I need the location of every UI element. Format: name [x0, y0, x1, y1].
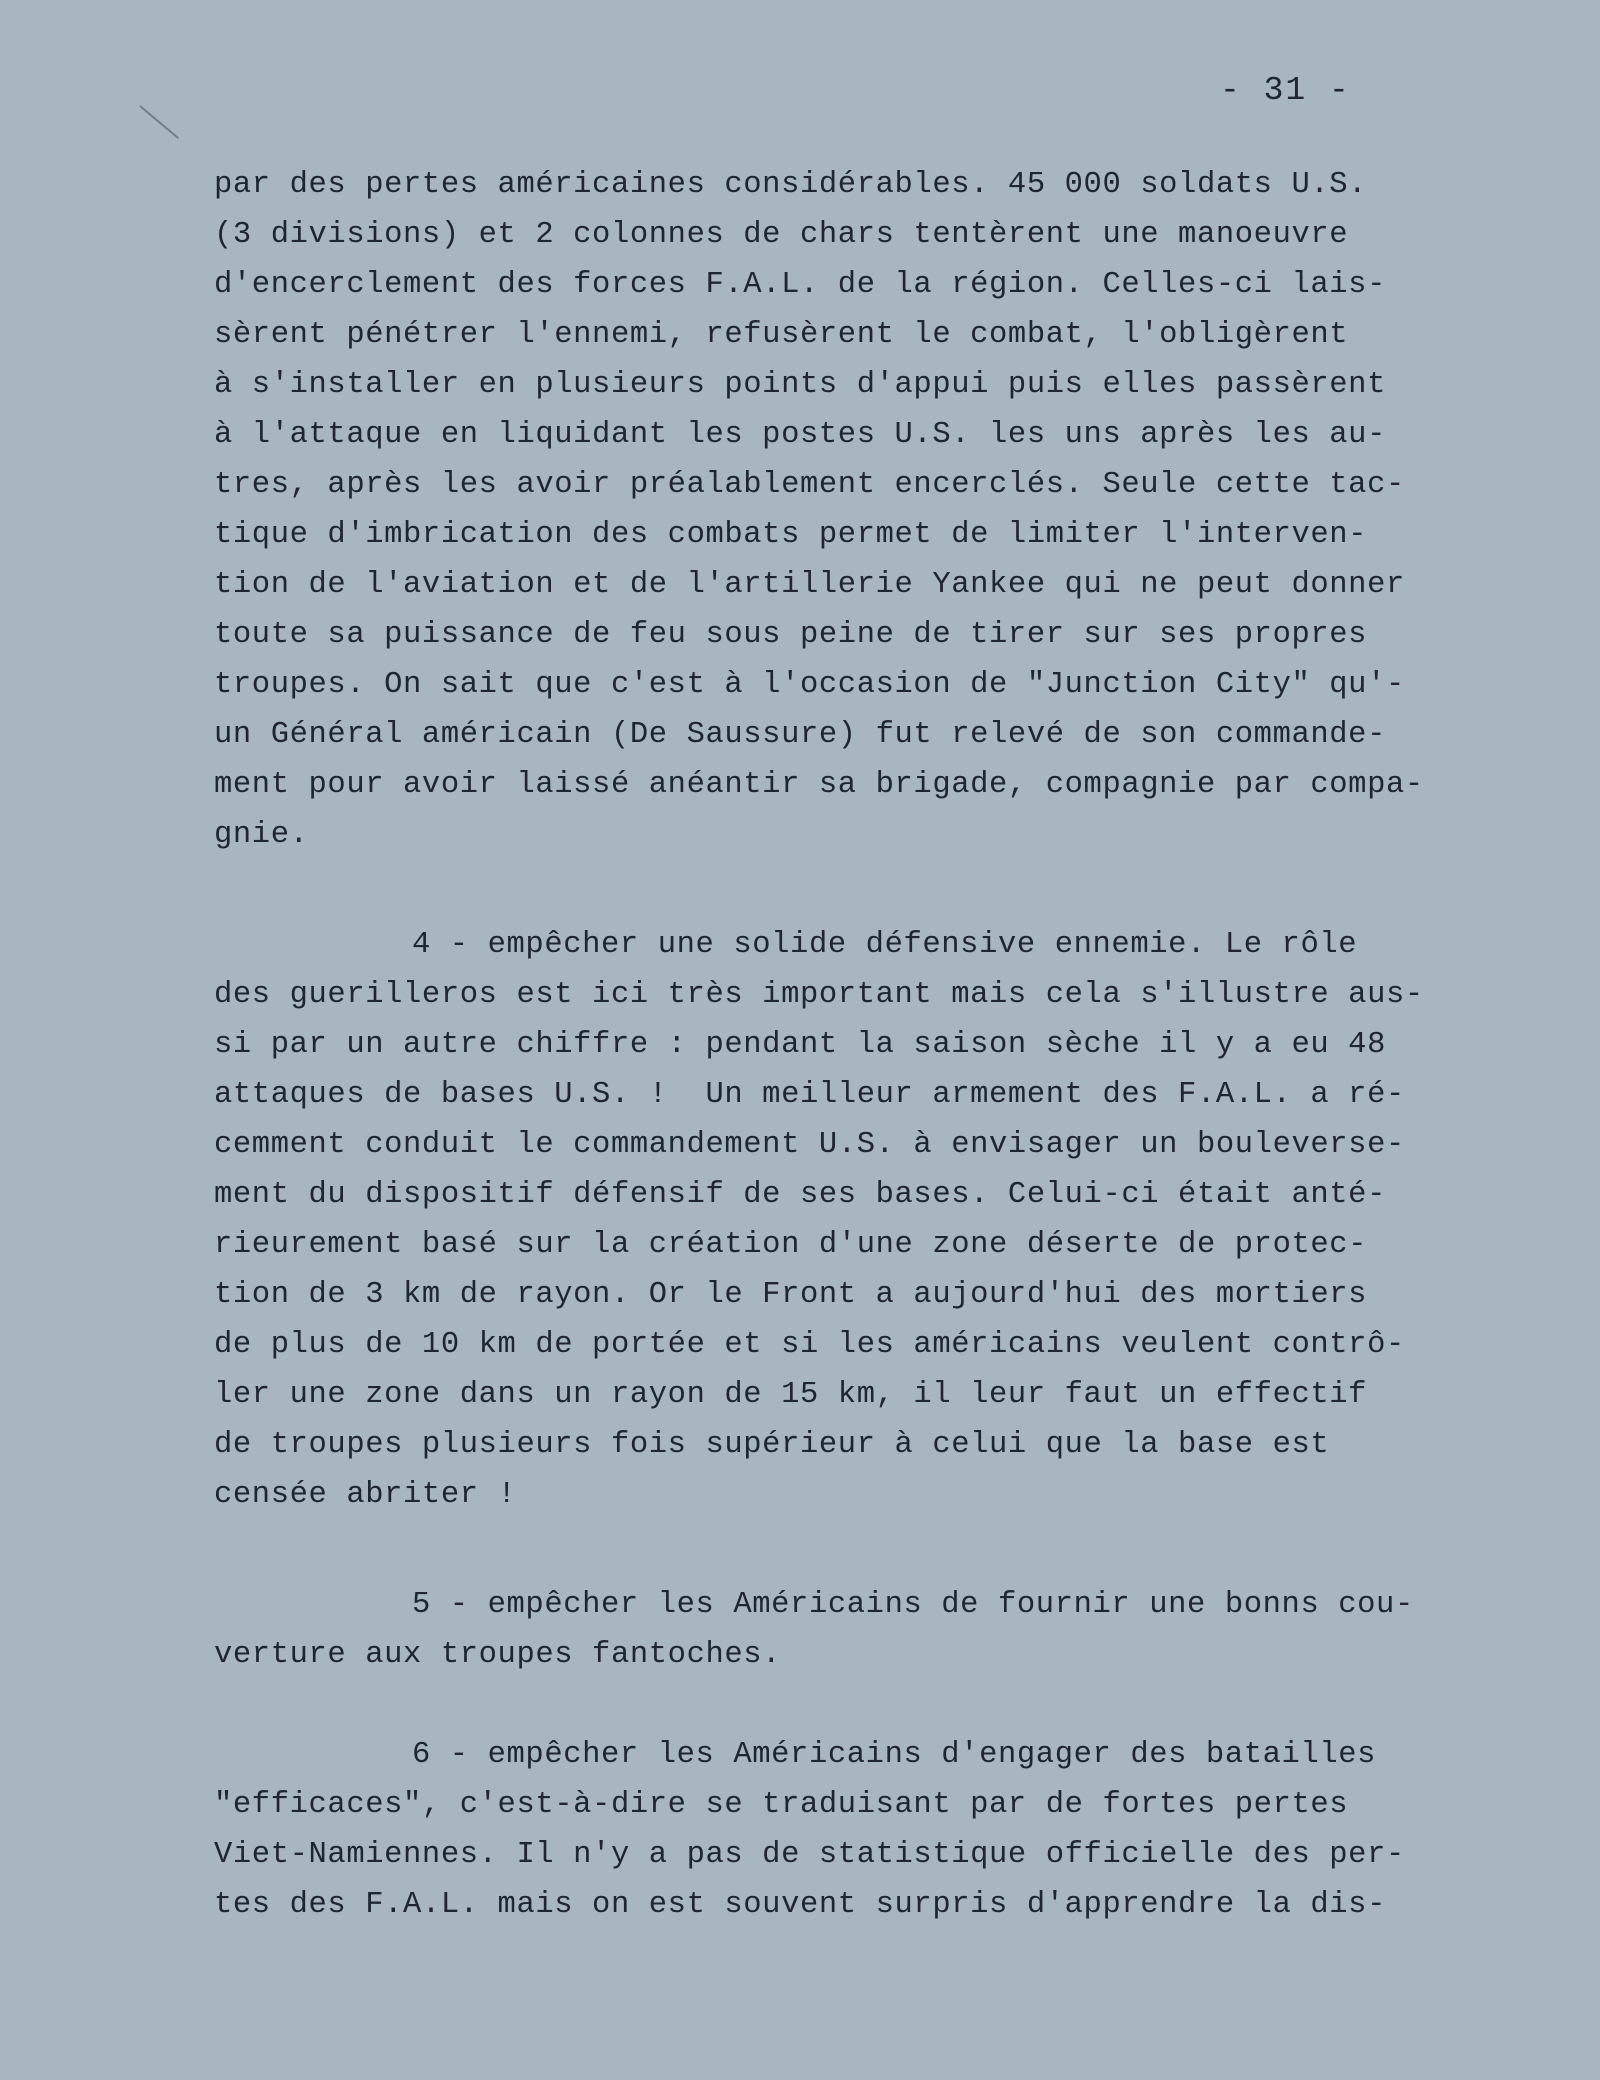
text-line: 4 - empêcher une solide défensive ennemie. Le rôle [412, 928, 1358, 962]
text-line: de plus de 10 km de portée et si les américains veulent contrô- [214, 1328, 1405, 1362]
text-line: attaques de bases U.S. ! Un meilleur armement des F.A.L. a ré- [214, 1078, 1405, 1112]
text-line: 6 - empêcher les Américains d'engager des batailles [412, 1738, 1377, 1772]
text-line: à l'attaque en liquidant les postes U.S. les uns après les au- [214, 418, 1386, 452]
text-line: tion de 3 km de rayon. Or le Front a aujourd'hui des mortiers [214, 1278, 1368, 1312]
text-line: des guerilleros est ici très important mais cela s'illustre aus- [214, 978, 1424, 1012]
text-line: tique d'imbrication des combats permet de limiter l'interven- [214, 518, 1368, 552]
text-line: ler une zone dans un rayon de 15 km, il leur faut un effectif [214, 1378, 1368, 1412]
text-line: si par un autre chiffre : pendant la saison sèche il y a eu 48 [214, 1028, 1386, 1062]
stray-pen-mark [139, 105, 179, 139]
text-line: tes des F.A.L. mais on est souvent surpris d'apprendre la dis- [214, 1888, 1386, 1922]
text-line: "efficaces", c'est-à-dire se traduisant par de fortes pertes [214, 1788, 1349, 1822]
text-line: tion de l'aviation et de l'artillerie Yankee qui ne peut donner [214, 568, 1405, 602]
text-line: ment pour avoir laissé anéantir sa brigade, compagnie par compa- [214, 768, 1424, 802]
text-line: de troupes plusieurs fois supérieur à celui que la base est [214, 1428, 1330, 1462]
text-line: 5 - empêcher les Américains de fournir une bonns cou- [412, 1588, 1414, 1622]
text-line: verture aux troupes fantoches. [214, 1638, 782, 1672]
text-line: gnie. [214, 818, 309, 852]
text-line: censée abriter ! [214, 1478, 517, 1512]
text-line: tres, après les avoir préalablement encerclés. Seule cette tac- [214, 468, 1405, 502]
text-line: par des pertes américaines considérables. 45 000 soldats U.S. [214, 168, 1368, 202]
text-line: cemment conduit le commandement U.S. à envisager un bouleverse- [214, 1128, 1405, 1162]
text-line: troupes. On sait que c'est à l'occasion de "Junction City" qu'- [214, 668, 1405, 702]
text-line: sèrent pénétrer l'ennemi, refusèrent le combat, l'obligèrent [214, 318, 1349, 352]
text-line: (3 divisions) et 2 colonnes de chars tentèrent une manoeuvre [214, 218, 1349, 252]
text-line: un Général américain (De Saussure) fut relevé de son commande- [214, 718, 1386, 752]
text-line: Viet-Namiennes. Il n'y a pas de statistique officielle des per- [214, 1838, 1405, 1872]
text-line: rieurement basé sur la création d'une zone déserte de protec- [214, 1228, 1368, 1262]
text-line: d'encerclement des forces F.A.L. de la région. Celles-ci lais- [214, 268, 1386, 302]
page-number: - 31 - [1220, 72, 1351, 109]
text-line: à s'installer en plusieurs points d'appui puis elles passèrent [214, 368, 1386, 402]
text-line: toute sa puissance de feu sous peine de tirer sur ses propres [214, 618, 1368, 652]
text-line: ment du dispositif défensif de ses bases. Celui-ci était anté- [214, 1178, 1386, 1212]
